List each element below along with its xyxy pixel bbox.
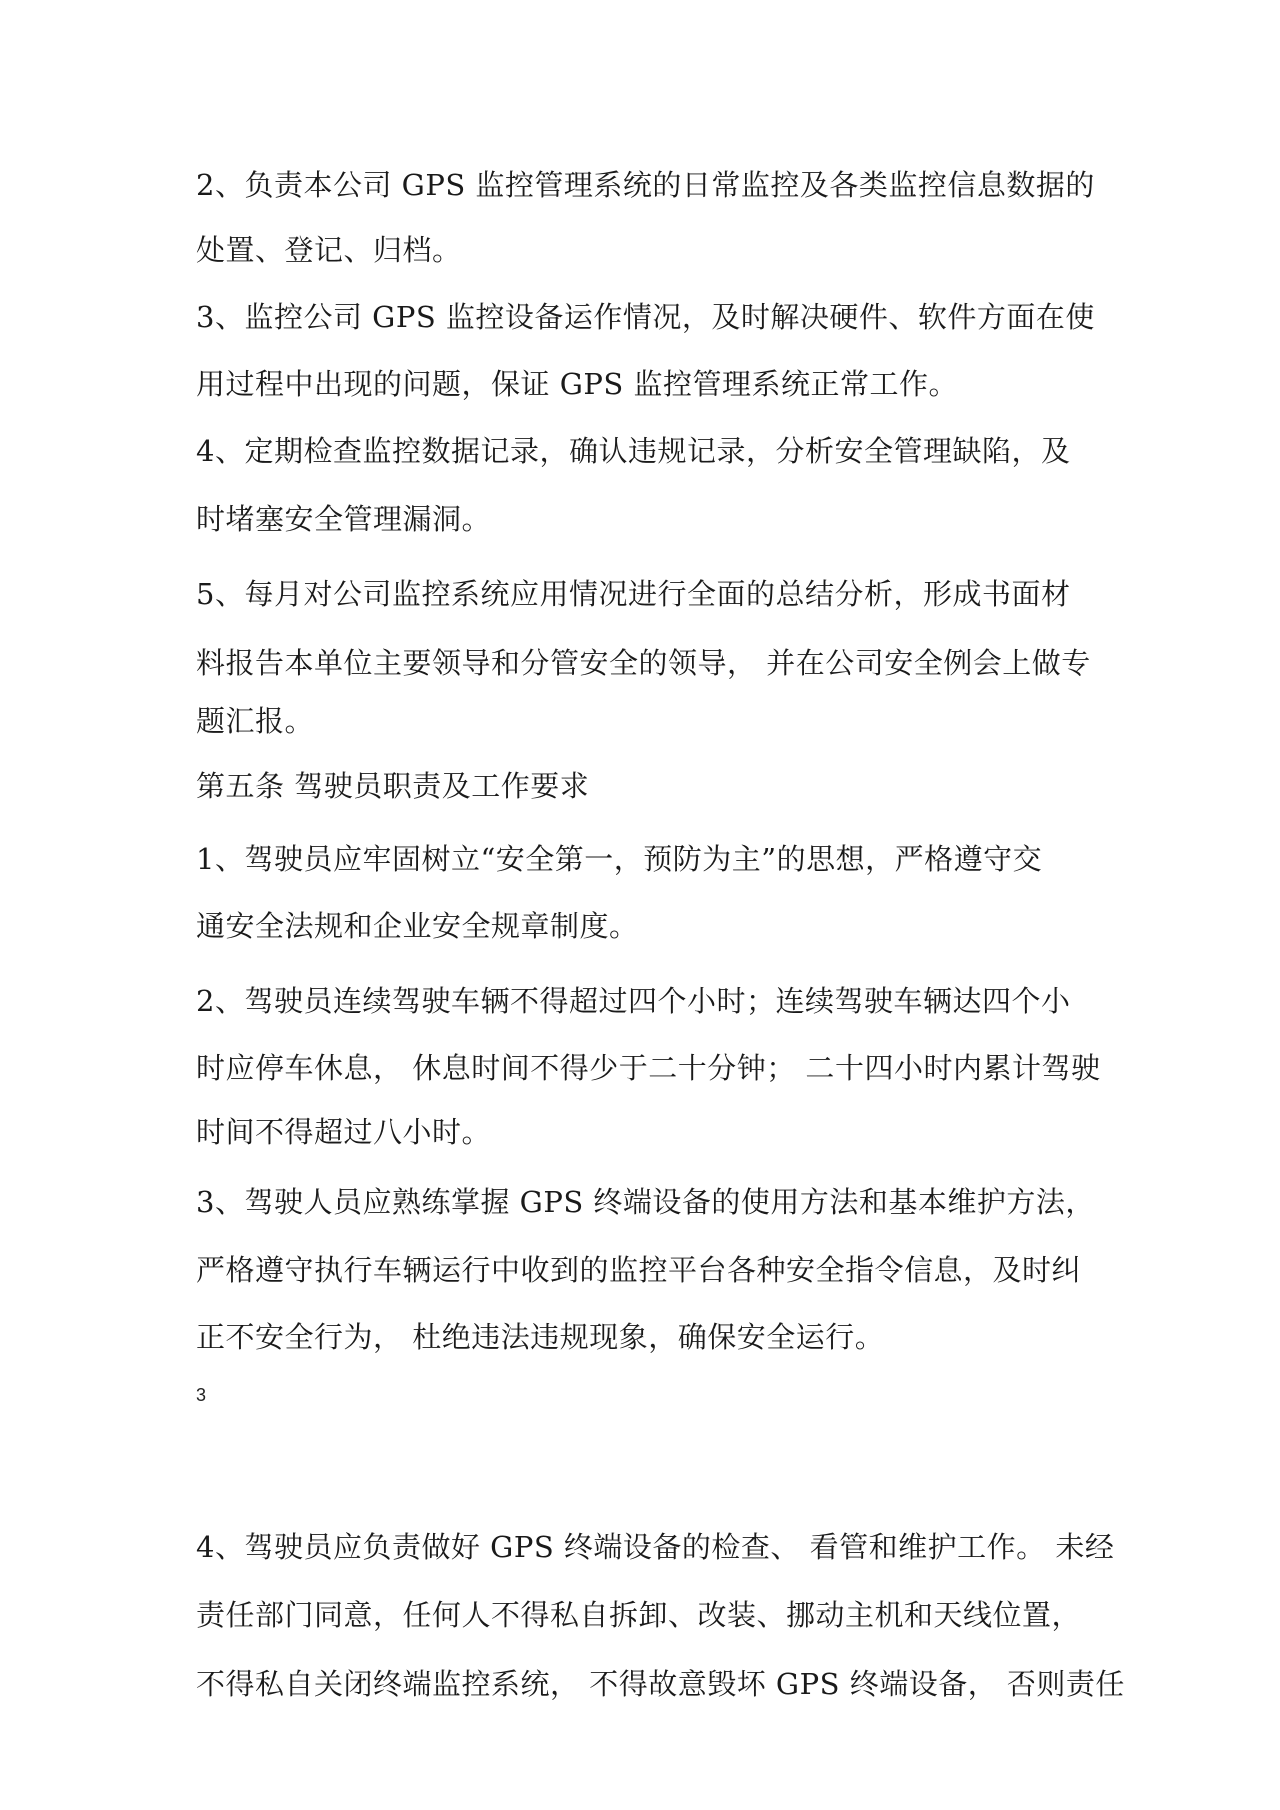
text-line: 时间不得超过八小时。 xyxy=(196,1115,492,1149)
text-line: 5、每月对公司监控系统应用情况进行全面的总结分析，形成书面材 xyxy=(196,577,1071,611)
text-line: 料报告本单位主要领导和分管安全的领导， 并在公司安全例会上做专 xyxy=(196,646,1091,680)
text-line: 3、驾驶人员应熟练掌握 GPS 终端设备的使用方法和基本维护方法， xyxy=(196,1185,1095,1219)
text-line: 不得私自关闭终端监控系统， 不得故意毁坏 GPS 终端设备， 否则责任 xyxy=(196,1667,1125,1701)
text-line: 4、定期检查监控数据记录，确认违规记录，分析安全管理缺陷，及 xyxy=(196,434,1071,468)
text-line: 正不安全行为， 杜绝违法违规现象，确保安全运行。 xyxy=(196,1320,885,1354)
text-line: 2、驾驶员连续驾驶车辆不得超过四个小时；连续驾驶车辆达四个小 xyxy=(196,984,1071,1018)
text-line: 题汇报。 xyxy=(196,704,315,738)
text-line: 1、驾驶员应牢固树立“安全第一，预防为主”的思想，严格遵守交 xyxy=(196,842,1043,876)
text-line: 处置、登记、归档。 xyxy=(196,233,462,267)
text-line: 4、驾驶员应负责做好 GPS 终端设备的检查、 看管和维护工作。 未经 xyxy=(196,1530,1115,1564)
text-line: 通安全法规和企业安全规章制度。 xyxy=(196,909,639,943)
text-line: 用过程中出现的问题，保证 GPS 监控管理系统正常工作。 xyxy=(196,367,958,401)
text-line: 责任部门同意，任何人不得私自拆卸、改装、挪动主机和天线位置， xyxy=(196,1598,1082,1632)
text-line: 时应停车休息， 休息时间不得少于二十分钟； 二十四小时内累计驾驶 xyxy=(196,1051,1101,1085)
text-line: 3、监控公司 GPS 监控设备运作情况，及时解决硬件、软件方面在使 xyxy=(196,300,1095,334)
text-line: 严格遵守执行车辆运行中收到的监控平台各种安全指令信息，及时纠 xyxy=(196,1253,1082,1287)
page-number: 3 xyxy=(196,1385,207,1405)
text-line: 2、负责本公司 GPS 监控管理系统的日常监控及各类监控信息数据的 xyxy=(196,168,1095,202)
section-heading: 第五条 驾驶员职责及工作要求 xyxy=(196,769,590,803)
text-line: 时堵塞安全管理漏洞。 xyxy=(196,502,492,536)
